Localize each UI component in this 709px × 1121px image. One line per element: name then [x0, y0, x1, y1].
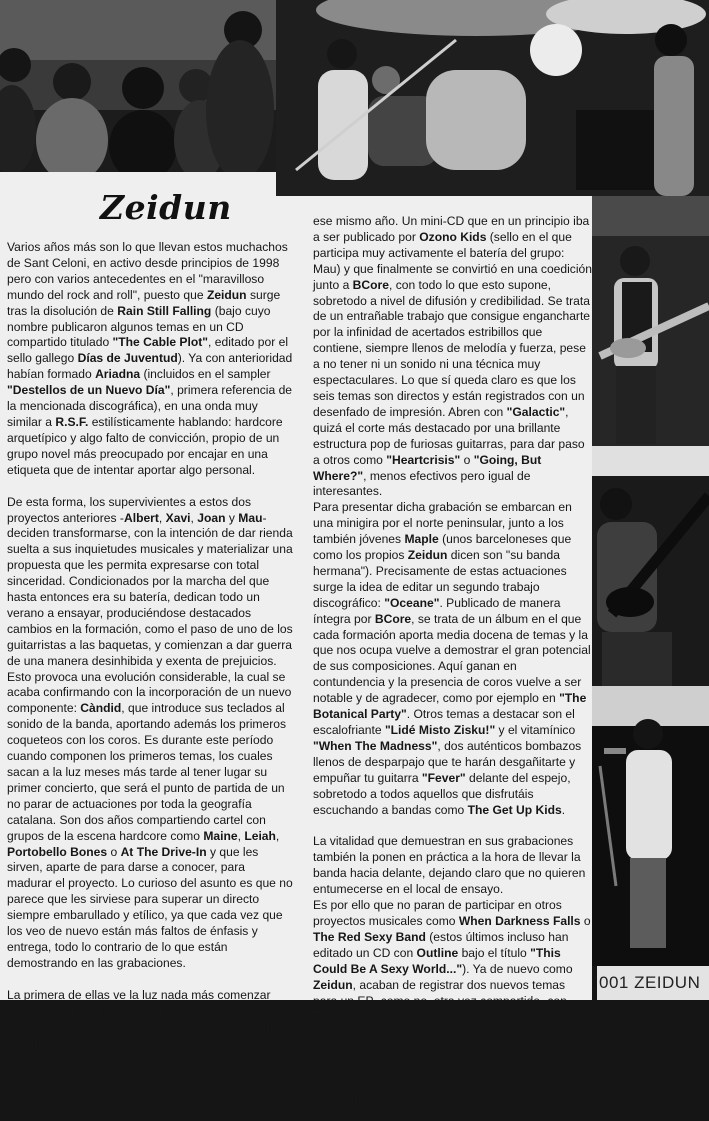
article-paragraph: Para presentar dicha grabación se embarcan en una minigira por el norte peninsular, junto a los también jóvenes Maple (unos barceloneses que como los propios Zeidun dicen son "su banda hermana"). Precisamente de estas actuaciones surge la idea de editar un segundo trabajo discográfico: "Oceane". Publicado de manera íntegra por BCore, se trata de un álbum en el que cada formación aporta media docena de temas y la que nos ocupa vuelve a demostrar el gran potencial de sus composiciones. Aquí ganan en contundencia y la presencia de coros vuelve a ser notable y de agradecer, como por ejemplo en "The Botanical Party". Otros temas a destacar son el escalofriante "Lidé Misto Zisku!" y el vitamínico "When The Madness", dos auténticos bombazos llenos de desparpajo que te harán desgañitarte y empuñar tu guitarra "Fever" delante del espejo, sobretodo a todos aquellos que disfrutáis escuchando a bandas como The Get Up Kids. [313, 500, 591, 817]
page-footer-tag: 001 ZEIDUN [597, 966, 709, 1000]
singer-photo [592, 686, 709, 966]
article-paragraph: ese mismo año. Un mini-CD que en un principio iba a ser publicado por Ozono Kids (sello en el que participa muy activamente el batería del grupo: Mau) y que finalmente se convirtió en una coedición junto a BCore, con todo lo que esto supone, sobretodo a nivel de difusión y credibilidad. Se trata de un entrañable trabajo que consigue engancharte por la infinidad de acertados estribillos que contiene, siempre llenos de melodía y fuerza, pese a no tener ni un sonido ni una técnica muy espectaculares. Lo que sí queda claro es que los seis temas son directos y están registrados con un desenfado de impresión. Abren con "Galactic", quizá el corte más destacado por una brillante estructura pop de furiosas guitarras, para dar paso a otros como "Heartcrisis" o "Going, But Where?", menos efectivos pero igual de interesantes. [313, 214, 592, 499]
article-paragraph: La primera de ellas ve la luz nada más comenzar 2000, cuando deciden registrar sus primeras composiciones, que desembocarán en el ansiado debut discográfico, "001", allá por noviembre de [7, 987, 273, 1050]
article-paragraph: La vitalidad que demuestran en sus grabaciones también la ponen en práctica a la hora de llevar la banda hacia delante, dejando claro que no quieren entumecerse en el local de ensayo. [313, 834, 586, 897]
article-column-right [313, 214, 592, 1121]
article-paragraph: Es por ello que no paran de participar en otros proyectos musicales como When Darkness Falls o The Red Sexy Band (estos últimos incluso han editado un CD con Outline bajo el título "This Could Be A Sexy World..."). Ya de nuevo como Zeidun, acaban de registrar dos nuevos temas para un EP -como no, otra vez compartido- con Tokyo Sex Destruction y además están preparando las canciones de lo que ha de ser su primer larga duración, previsto para finales de año. Lo espero con ganas para seguir impregnándome del radiante espíritu teenager que desprenden estos cinco chavalotes. [313, 898, 591, 1103]
guitarist-photo [592, 196, 709, 446]
guitarist-photo-2 [592, 446, 709, 686]
live-stage-photo [276, 0, 709, 196]
article-title: Zeidun [100, 188, 232, 227]
band-group-photo [0, 0, 276, 172]
article-paragraph: De esta forma, los supervivientes a estos dos proyectos anteriores -Albert, Xavi, Joan y Mau- deciden transformarse, con la intención de dar rienda suelta a sus inquietudes musicales y materializar una propuesta que les permita expresarse con total sinceridad. Condicionados por la marcha del que hasta entonces era su batería, dedican todo un verano a ensayar, produciéndose destacados cambios en la formación, como el paso de uno de los guitarristas a las baquetas, y comienzan a dar guerra de una manera desinhibida y exenta de prejuicios. Esto provoca una evolución considerable, la cual se acaba confirmando con la incorporación de un nuevo componente: Càndid, que introduce sus teclados al sonido de la banda, aportando además los primeros coqueteos con los coros. Es durante este período cuando componen los primeros temas, los cuales sacan a la luz meses más tarde al tener lugar su primer concierto, que será el punto de partida de un no parar de actuaciones por toda la geografía catalana. Son dos años compartiendo cartel con grupos de la escena hardcore como Maine, Leiah, Portobello Bones o At The Drive-In y que les sirven, aparte de para darse a conocer, para madurar el proyecto. Lo curioso del asunto es que no parece que les sirviese para superar un directo siempre embarullado y etílico, ya que cada vez que los veo de nuevo están más faltos de énfasis y entrega, todo lo contrario de lo que están demostrando en las grabaciones. [7, 494, 293, 970]
article-paragraph: Varios años más son lo que llevan estos muchachos de Sant Celoni, en activo desde principios de 1998 pero con varios antecedentes en el "maravilloso mundo del rock and roll", puesto que Zeidun surge tras la disolución de Rain Still Falling (bajo cuyo nombre publicaron algunos temas en un CD compartido titulado "The Cable Plot", editado por el sello gallego Días de Juventud). Ya con anterioridad habían formado Ariadna (incluidos en el sampler "Destellos de un Nuevo Día", primera referencia de la mencionada discográfica), en una onda muy similar a R.S.F. estilísticamente hablando: hardcore arquetípico y algo falto de convicción, propio de un grupo novel más preocupado por encajar en una etiqueta que de intentar aportar algo personal. [7, 240, 293, 477]
article-column-left [7, 240, 293, 1067]
